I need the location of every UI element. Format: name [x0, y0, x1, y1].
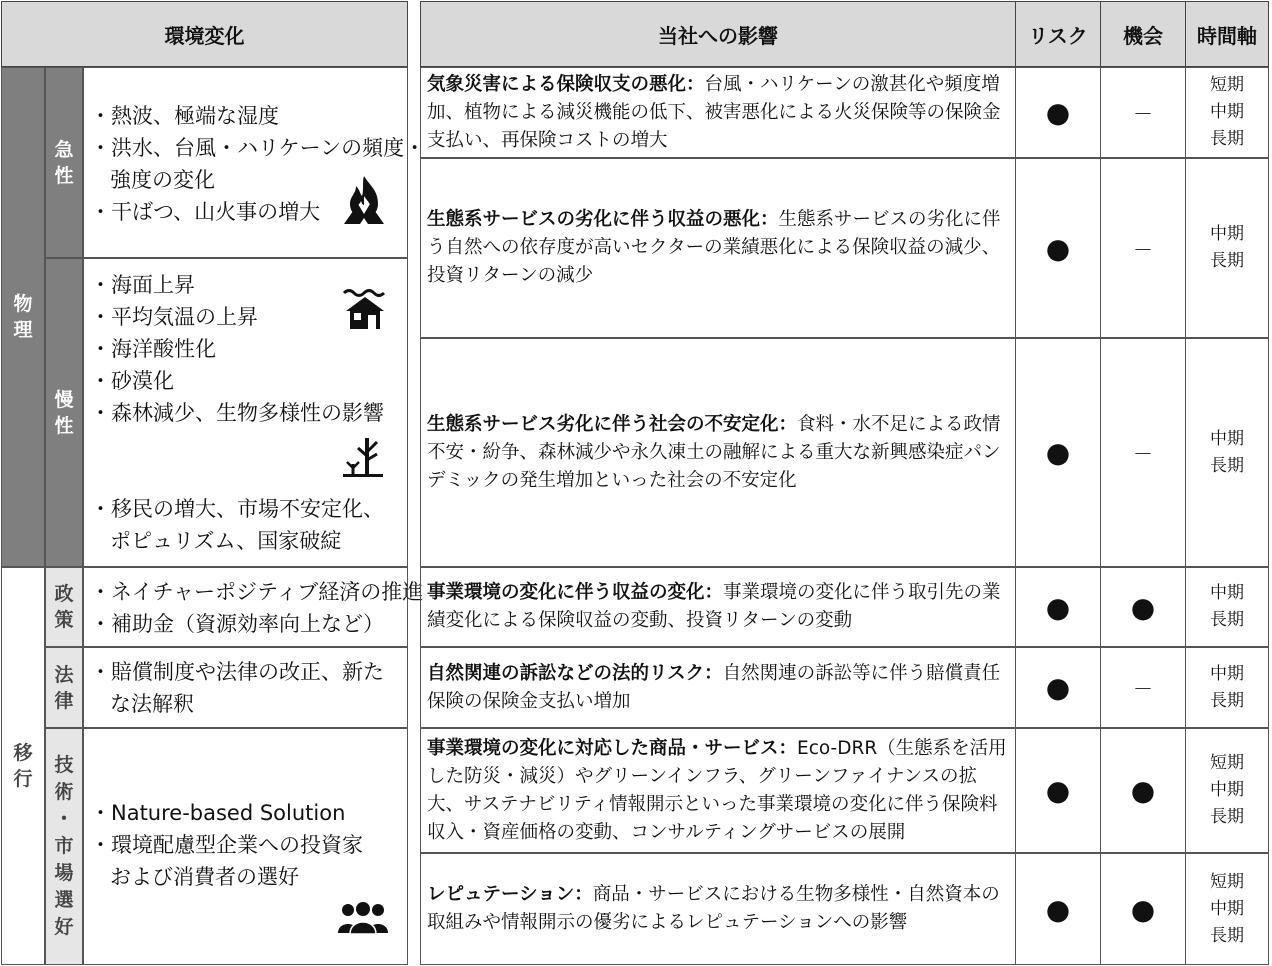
impact-body: 台風・ハリケーンの激甚化や頻度増加、植物による減災機能の低下、被害悪化による火災保険等の保険金支払い、再保険コストの増大	[427, 73, 1001, 151]
opportunity-mark-cell	[1100, 647, 1186, 728]
category-char: 理	[13, 319, 33, 341]
time-term: 中期	[1210, 224, 1244, 244]
impact-body: 事業環境の変化に伴う取引先の業績変化による保険収益の変動、投資リターンの変動	[427, 582, 1001, 631]
opportunity-dot: ●	[1130, 590, 1156, 624]
impact-title: 事業環境の変化に対応した商品・サービス：	[427, 737, 798, 759]
risk-mark-cell	[1015, 338, 1101, 567]
impact-text	[427, 881, 1009, 937]
impact-text	[427, 735, 1009, 847]
category-physical	[1, 67, 45, 567]
env-item: および消費者の選好	[110, 865, 299, 889]
opportunity-dash: －	[1133, 102, 1153, 126]
subcategory-char: 策	[54, 609, 74, 631]
time-term: 中期	[1210, 428, 1244, 449]
risk-mark-cell	[1015, 67, 1101, 158]
impact-text	[427, 660, 1009, 716]
impact-title: 自然関連の訴訟などの法的リスク：	[427, 662, 723, 684]
opportunity-dot: ●	[1130, 774, 1156, 807]
risk-dot: ●	[1045, 231, 1071, 265]
env-item: ・海面上昇	[90, 273, 195, 297]
impact-body: Eco-DRR（生態系を活用した防災・減災）やグリーンインフラ、グリーンファイナンスの拡大、サステナビリティ情報開示といった事業環境の変化に伴う保険料収入・資産価格の変動、コンサルティングサービスの展開	[427, 737, 1007, 843]
impact-title: レピュテーション：	[427, 884, 593, 905]
env-item: ・賠償制度や法律の改正、新た	[90, 660, 384, 684]
risk-mark-cell	[1015, 158, 1101, 338]
time-axis-cell	[1185, 853, 1269, 965]
subcategory-char: 市	[54, 835, 74, 857]
subcategory-char: 場	[54, 862, 74, 884]
time-term: 長期	[1210, 925, 1244, 946]
subcategory-char: 政	[54, 583, 74, 605]
time-term: 短期	[1210, 75, 1244, 95]
env-item: ・補助金（資源効率向上など）	[90, 612, 384, 636]
subcategory-tech-market	[45, 728, 83, 965]
env-item: ・森林減少、生物多様性の影響	[90, 401, 384, 425]
subcategory-char: ・	[54, 808, 74, 830]
risk-dot: ●	[1045, 892, 1071, 926]
time-axis-cell	[1185, 647, 1269, 728]
opportunity-mark-cell	[1100, 158, 1186, 338]
category-char: 行	[13, 768, 33, 790]
risk-mark-cell	[1015, 567, 1101, 647]
env-law-cell	[83, 647, 408, 728]
time-term: 短期	[1210, 871, 1244, 892]
env-item: ・海洋酸性化	[90, 337, 216, 361]
opportunity-dash: －	[1133, 677, 1153, 701]
env-item: ・環境配慮型企業への投資家	[90, 833, 363, 857]
env-item: ・ネイチャーポジティブ経済の推進	[90, 580, 424, 604]
time-term: 中期	[1210, 583, 1244, 603]
time-term: 中期	[1210, 898, 1244, 919]
env-policy-cell	[83, 567, 424, 647]
subcategory-char: 技	[54, 754, 74, 776]
env-item: ポピュリズム、国家破綻	[110, 529, 342, 553]
time-axis-cell	[1185, 338, 1269, 567]
impact-title: 生態系サービスの劣化に伴う収益の悪化：	[427, 209, 779, 230]
opportunity-mark-cell	[1100, 567, 1186, 647]
time-term: 短期	[1210, 753, 1244, 773]
env-item: ・干ばつ、山火事の増大	[90, 200, 321, 224]
category-char: 物	[13, 293, 33, 315]
env-acute-cell	[83, 67, 426, 258]
env-item: 強度の変化	[110, 168, 215, 192]
time-term: 長期	[1210, 129, 1244, 149]
wildfire-icon	[342, 174, 386, 226]
subcategory-char: 急	[54, 138, 74, 161]
impact-body: 生態系サービスの劣化に伴う自然への依存度が高いセクターの業績悪化による保険収益の減少、投資リターンの減少	[427, 209, 1001, 286]
time-axis-cell	[1185, 728, 1269, 853]
impact-title: 生態系サービス劣化に伴う社会の不安定化：	[427, 413, 798, 435]
subcategory-chronic	[45, 258, 83, 567]
risk-dot: ●	[1045, 774, 1071, 807]
time-axis-header: 時間軸	[1185, 1, 1269, 67]
impact-title: 事業環境の変化に伴う収益の変化：	[427, 582, 724, 603]
subcategory-char: 選	[54, 889, 74, 911]
impact-text	[427, 206, 1009, 290]
subcategory-acute	[45, 67, 83, 258]
impact-text	[427, 579, 1009, 635]
subcategory-char: 好	[54, 916, 74, 938]
time-axis-cell	[1185, 67, 1269, 158]
opportunity-dash: －	[1133, 237, 1153, 262]
subcategory-char: 法	[54, 663, 74, 686]
env-item: な法解釈	[110, 692, 194, 716]
env-item: ・Nature-based Solution	[90, 801, 346, 825]
impact-title: 気象災害による保険収支の悪化：	[427, 73, 705, 95]
impact-cell	[420, 158, 1016, 338]
subcategory-policy	[45, 567, 83, 647]
subcategory-char: 術	[54, 781, 74, 803]
people-group-icon	[338, 901, 388, 935]
risk-dot: ●	[1045, 590, 1071, 624]
dead-tree-icon	[341, 434, 385, 478]
time-term: 長期	[1210, 455, 1244, 476]
risk-dot: ●	[1045, 96, 1071, 129]
opportunity-mark-cell	[1100, 338, 1186, 567]
subcategory-char: 慢	[54, 388, 74, 411]
risk-mark-cell	[1015, 647, 1101, 728]
opportunity-dot: ●	[1130, 892, 1156, 926]
impact-body: 食料・水不足による政情不安・紛争、森林減少や永久凍土の融解による重大な新興感染症パンデミックの発生増加といった社会の不安定化	[427, 413, 1001, 491]
time-term: 長期	[1210, 807, 1244, 827]
risk-dot: ●	[1045, 436, 1071, 469]
impact-body: 自然関連の訴訟等に伴う賠償責任保険の保険金支払い増加	[427, 662, 1001, 712]
time-term: 長期	[1210, 610, 1244, 630]
impact-body: 商品・サービスにおける生物多様性・自然資本の取組みや情報開示の優劣によるレピュテーションへの影響	[427, 884, 1000, 933]
opportunity-mark-cell	[1100, 853, 1186, 965]
time-axis-cell	[1185, 158, 1269, 338]
subcategory-char: 性	[54, 414, 74, 437]
impact-cell	[420, 67, 1016, 158]
time-term: 中期	[1210, 102, 1244, 122]
time-term: 長期	[1210, 251, 1244, 271]
env-item: ・平均気温の上昇	[90, 305, 258, 329]
flooded-house-icon	[342, 287, 388, 331]
risk-mark-cell	[1015, 853, 1101, 965]
subcategory-char: 性	[54, 164, 74, 187]
opportunity-mark-cell	[1100, 67, 1186, 158]
time-term: 中期	[1210, 780, 1244, 800]
impact-cell	[420, 728, 1016, 853]
time-term: 中期	[1210, 663, 1244, 684]
risk-mark-cell	[1015, 728, 1101, 853]
env-item: ・砂漠化	[90, 369, 174, 393]
time-term: 長期	[1210, 690, 1244, 711]
impact-text	[427, 411, 1009, 495]
risk-header: リスク	[1015, 1, 1101, 67]
impact-text	[427, 71, 1009, 155]
env-item: ・移民の増大、市場不安定化、	[90, 497, 384, 521]
opportunity-mark-cell	[1100, 728, 1186, 853]
category-transition	[1, 567, 45, 965]
subcategory-law	[45, 647, 83, 728]
time-axis-cell	[1185, 567, 1269, 647]
opportunity-header: 機会	[1100, 1, 1186, 67]
impact-cell	[420, 338, 1016, 567]
impact-cell	[420, 567, 1016, 647]
category-char: 移	[13, 742, 33, 764]
risk-dot: ●	[1045, 671, 1071, 704]
env-change-header: 環境変化	[1, 1, 408, 67]
env-item: ・熱波、極端な湿度	[90, 104, 279, 128]
impact-cell	[420, 647, 1016, 728]
impact-header: 当社への影響	[420, 1, 1016, 67]
env-item: ・洪水、台風・ハリケーンの頻度・	[90, 136, 426, 160]
opportunity-dash: －	[1133, 442, 1153, 466]
impact-cell	[420, 853, 1016, 965]
subcategory-char: 律	[54, 689, 74, 712]
